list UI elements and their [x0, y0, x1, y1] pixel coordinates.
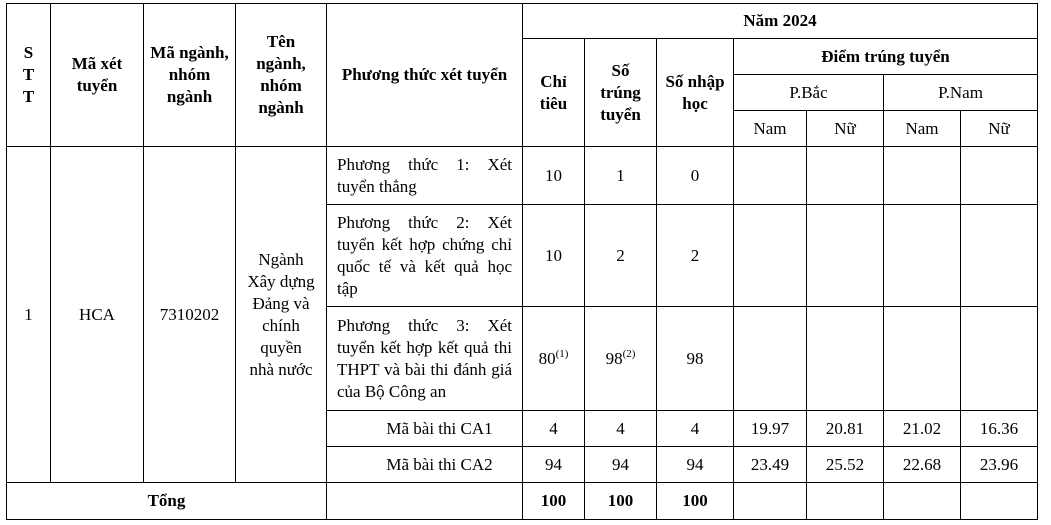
method-so-nhap-hoc: 0	[657, 147, 734, 205]
empty-cell	[734, 307, 807, 411]
method-so-trung-tuyen	[585, 307, 657, 411]
exam-label: Mã bài thi CA1	[327, 411, 523, 447]
score-bac-nu: 25.52	[807, 447, 884, 483]
exam-so-trung-tuyen: 4	[585, 411, 657, 447]
score-nam-nam: 21.02	[884, 411, 961, 447]
exam-label: Mã bài thi CA2	[327, 447, 523, 483]
header-row-1	[7, 4, 1038, 39]
empty-cell	[884, 205, 961, 307]
header-nam-nu: Nữ	[961, 111, 1038, 147]
method-so-trung-tuyen-value: 98	[605, 348, 623, 368]
empty-cell	[807, 205, 884, 307]
header-ten-nganh: Tên ngành, nhóm ngành	[236, 4, 327, 147]
empty-cell	[961, 483, 1038, 520]
header-phuong-thuc: Phương thức xét tuyển	[327, 4, 523, 147]
score-bac-nam: 19.97	[734, 411, 807, 447]
score-bac-nu: 20.81	[807, 411, 884, 447]
empty-cell	[884, 147, 961, 205]
method-so-trung-tuyen: 1	[585, 147, 657, 205]
score-bac-nam: 23.49	[734, 447, 807, 483]
empty-cell	[327, 483, 523, 520]
header-p-bac: P.Bắc	[734, 75, 884, 111]
row-ten-nganh-text: Ngành Xây dựng Đảng và chính quyền nhà nước	[247, 249, 315, 379]
empty-cell	[734, 205, 807, 307]
header-nam-2024: Năm 2024	[523, 4, 1038, 39]
header-so-nhap-hoc: Số nhập học	[657, 39, 734, 147]
score-nam-nam: 22.68	[884, 447, 961, 483]
header-stt	[7, 4, 51, 147]
header-chi-tieu: Chỉ tiêu	[523, 39, 585, 147]
exam-so-nhap-hoc: 94	[657, 447, 734, 483]
row-ten-nganh	[236, 147, 327, 483]
header-diem-trung-tuyen: Điểm trúng tuyển	[734, 39, 1038, 75]
empty-cell	[807, 147, 884, 205]
row-ma-nganh: 7310202	[144, 147, 236, 483]
footnote-marker: (1)	[555, 347, 569, 360]
empty-cell	[884, 483, 961, 520]
method-chi-tieu-value: 80	[538, 348, 556, 368]
row-ma-xet-tuyen: HCA	[51, 147, 144, 483]
total-chi-tieu: 100	[523, 483, 585, 520]
header-nam-nam: Nam	[884, 111, 961, 147]
empty-cell	[961, 205, 1038, 307]
row-stt: 1	[7, 147, 51, 483]
exam-so-trung-tuyen: 94	[585, 447, 657, 483]
header-bac-nu: Nữ	[807, 111, 884, 147]
method-so-nhap-hoc: 98	[657, 307, 734, 411]
method-label: Phương thức 2: Xét tuyển kết hợp chứng chỉ quốc tế và kết quả học tập	[327, 205, 523, 307]
method-row-1	[7, 147, 1038, 205]
method-chi-tieu: 10	[523, 205, 585, 307]
score-nam-nu: 16.36	[961, 411, 1038, 447]
exam-chi-tieu: 94	[523, 447, 585, 483]
header-p-nam: P.Nam	[884, 75, 1038, 111]
total-label: Tổng	[7, 483, 327, 520]
empty-cell	[734, 483, 807, 520]
total-row	[7, 483, 1038, 520]
footnote-marker: (2)	[622, 347, 636, 360]
method-so-nhap-hoc: 2	[657, 205, 734, 307]
method-label: Phương thức 3: Xét tuyển kết hợp kết quả thi THPT và bài thi đánh giá của Bộ Công an	[327, 307, 523, 411]
total-so-nhap-hoc: 100	[657, 483, 734, 520]
empty-cell	[734, 147, 807, 205]
admission-table	[6, 3, 1038, 520]
empty-cell	[807, 307, 884, 411]
empty-cell	[807, 483, 884, 520]
score-nam-nu: 23.96	[961, 447, 1038, 483]
total-so-trung-tuyen: 100	[585, 483, 657, 520]
header-stt-text: S T T	[22, 43, 35, 106]
exam-so-nhap-hoc: 4	[657, 411, 734, 447]
method-chi-tieu	[523, 307, 585, 411]
empty-cell	[961, 147, 1038, 205]
method-chi-tieu: 10	[523, 147, 585, 205]
method-label: Phương thức 1: Xét tuyển thẳng	[327, 147, 523, 205]
header-ma-xet-tuyen: Mã xét tuyển	[51, 4, 144, 147]
method-so-trung-tuyen: 2	[585, 205, 657, 307]
empty-cell	[961, 307, 1038, 411]
exam-chi-tieu: 4	[523, 411, 585, 447]
header-bac-nam: Nam	[734, 111, 807, 147]
header-so-trung-tuyen: Số trúng tuyển	[585, 39, 657, 147]
header-ma-nganh: Mã ngành, nhóm ngành	[144, 4, 236, 147]
empty-cell	[884, 307, 961, 411]
